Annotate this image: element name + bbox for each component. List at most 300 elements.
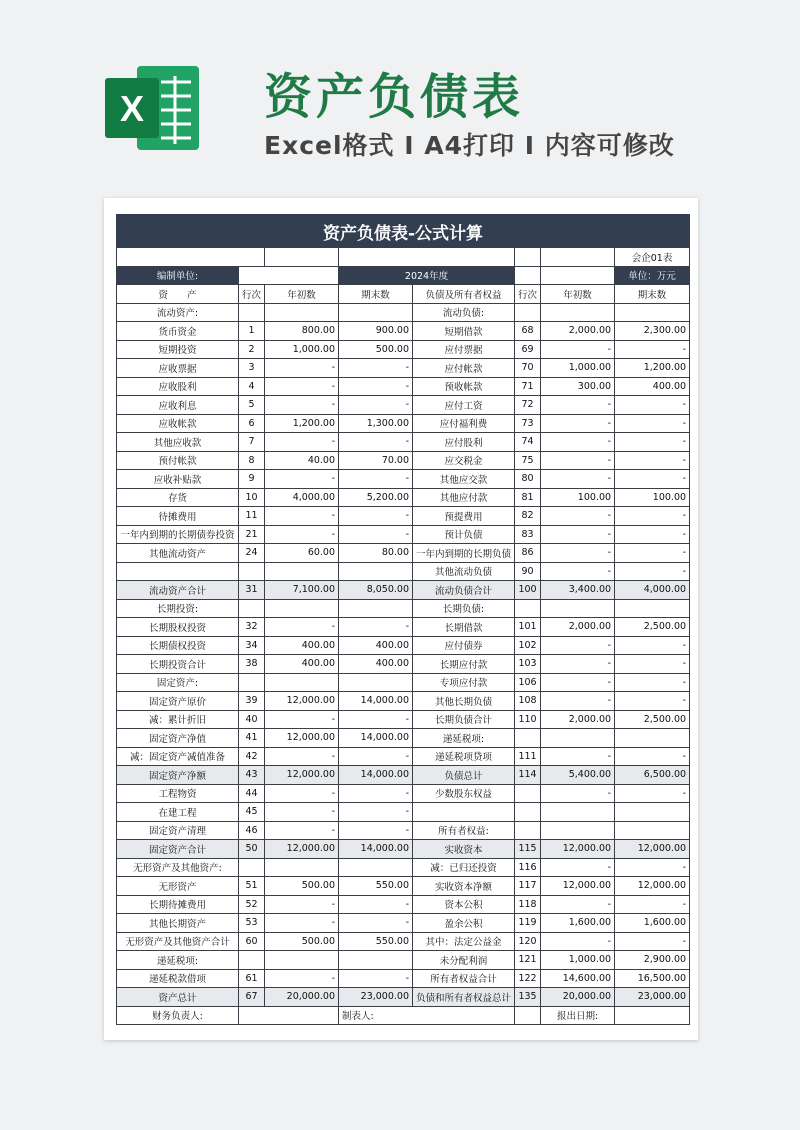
liability-name[interactable]: 其中：法定公益金: [413, 932, 515, 951]
liability-name[interactable]: 短期借款: [413, 322, 515, 341]
asset-name[interactable]: 长期投资合计: [117, 655, 239, 674]
asset-name[interactable]: 减：累计折旧: [117, 710, 239, 729]
liability-end[interactable]: -: [615, 544, 690, 563]
liability-end[interactable]: [615, 599, 690, 618]
asset-name[interactable]: [117, 562, 239, 581]
asset-line[interactable]: [239, 673, 265, 692]
asset-end[interactable]: -: [339, 470, 413, 489]
liability-line[interactable]: [515, 803, 541, 822]
asset-name[interactable]: 短期投资: [117, 340, 239, 359]
liability-name[interactable]: 长期应付款: [413, 655, 515, 674]
liability-begin[interactable]: 2,000.00: [541, 710, 615, 729]
liability-line[interactable]: 135: [515, 988, 541, 1007]
liability-line[interactable]: 72: [515, 396, 541, 415]
liability-end[interactable]: [615, 803, 690, 822]
liability-line[interactable]: 116: [515, 858, 541, 877]
liability-end[interactable]: -: [615, 433, 690, 452]
liability-line[interactable]: 102: [515, 636, 541, 655]
liability-begin[interactable]: -: [541, 673, 615, 692]
liability-name[interactable]: 应付工资: [413, 396, 515, 415]
asset-begin[interactable]: -: [265, 821, 339, 840]
liability-begin[interactable]: -: [541, 433, 615, 452]
asset-line[interactable]: 3: [239, 359, 265, 378]
liability-line[interactable]: [515, 821, 541, 840]
asset-end[interactable]: -: [339, 821, 413, 840]
liability-line[interactable]: 103: [515, 655, 541, 674]
liability-end[interactable]: 4,000.00: [615, 581, 690, 600]
liability-end[interactable]: 100.00: [615, 488, 690, 507]
liability-begin[interactable]: -: [541, 470, 615, 489]
asset-name[interactable]: 长期债权投资: [117, 636, 239, 655]
asset-name[interactable]: 固定资产合计: [117, 840, 239, 859]
asset-line[interactable]: 40: [239, 710, 265, 729]
asset-name[interactable]: 无形资产及其他资产:: [117, 858, 239, 877]
asset-begin[interactable]: 20,000.00: [265, 988, 339, 1007]
asset-name[interactable]: 应收利息: [117, 396, 239, 415]
liability-end[interactable]: -: [615, 507, 690, 526]
asset-begin[interactable]: 7,100.00: [265, 581, 339, 600]
asset-end[interactable]: -: [339, 359, 413, 378]
asset-line[interactable]: 39: [239, 692, 265, 711]
liability-end[interactable]: -: [615, 340, 690, 359]
asset-end[interactable]: [339, 858, 413, 877]
liability-line[interactable]: 70: [515, 359, 541, 378]
asset-begin[interactable]: -: [265, 618, 339, 637]
liability-end[interactable]: 1,200.00: [615, 359, 690, 378]
liability-name[interactable]: 未分配利润: [413, 951, 515, 970]
asset-begin[interactable]: [265, 562, 339, 581]
asset-line[interactable]: [239, 599, 265, 618]
liability-begin[interactable]: 14,600.00: [541, 969, 615, 988]
liability-line[interactable]: 119: [515, 914, 541, 933]
asset-end[interactable]: [339, 599, 413, 618]
liability-end[interactable]: -: [615, 895, 690, 914]
liability-name[interactable]: 应付股利: [413, 433, 515, 452]
liability-line[interactable]: 114: [515, 766, 541, 785]
asset-end[interactable]: -: [339, 784, 413, 803]
asset-line[interactable]: 67: [239, 988, 265, 1007]
liability-name[interactable]: 应付票据: [413, 340, 515, 359]
asset-line[interactable]: 11: [239, 507, 265, 526]
asset-begin[interactable]: -: [265, 710, 339, 729]
liability-begin[interactable]: -: [541, 340, 615, 359]
liability-line[interactable]: [515, 729, 541, 748]
asset-line[interactable]: 41: [239, 729, 265, 748]
asset-line[interactable]: 4: [239, 377, 265, 396]
asset-name[interactable]: 其他应收款: [117, 433, 239, 452]
asset-end[interactable]: 23,000.00: [339, 988, 413, 1007]
asset-begin[interactable]: 1,200.00: [265, 414, 339, 433]
report-date-value[interactable]: [615, 1006, 690, 1025]
liability-name[interactable]: 减：已归还投资: [413, 858, 515, 877]
asset-name[interactable]: 流动资产:: [117, 303, 239, 322]
liability-end[interactable]: [615, 303, 690, 322]
asset-line[interactable]: [239, 858, 265, 877]
liability-end[interactable]: [615, 821, 690, 840]
liability-begin[interactable]: 1,600.00: [541, 914, 615, 933]
asset-begin[interactable]: 500.00: [265, 932, 339, 951]
asset-end[interactable]: 8,050.00: [339, 581, 413, 600]
asset-end[interactable]: 550.00: [339, 932, 413, 951]
asset-begin[interactable]: 60.00: [265, 544, 339, 563]
liability-begin[interactable]: -: [541, 525, 615, 544]
liability-begin[interactable]: 5,400.00: [541, 766, 615, 785]
liability-name[interactable]: 应付帐款: [413, 359, 515, 378]
liability-name[interactable]: 专项应付款: [413, 673, 515, 692]
asset-name[interactable]: 固定资产清理: [117, 821, 239, 840]
liability-name[interactable]: 负债总计: [413, 766, 515, 785]
liability-name[interactable]: 预计负债: [413, 525, 515, 544]
asset-end[interactable]: -: [339, 396, 413, 415]
asset-line[interactable]: 1: [239, 322, 265, 341]
asset-name[interactable]: 减：固定资产减值准备: [117, 747, 239, 766]
asset-end[interactable]: -: [339, 895, 413, 914]
liability-line[interactable]: 106: [515, 673, 541, 692]
asset-begin[interactable]: 400.00: [265, 655, 339, 674]
liability-begin[interactable]: -: [541, 655, 615, 674]
liability-name[interactable]: 所有者权益:: [413, 821, 515, 840]
liability-name[interactable]: 长期负债合计: [413, 710, 515, 729]
liability-name[interactable]: 负债和所有者权益总计: [413, 988, 515, 1007]
asset-begin[interactable]: 800.00: [265, 322, 339, 341]
liability-name[interactable]: 应交税金: [413, 451, 515, 470]
liability-name[interactable]: 实收资本: [413, 840, 515, 859]
liability-begin[interactable]: [541, 821, 615, 840]
liability-end[interactable]: 2,300.00: [615, 322, 690, 341]
asset-begin[interactable]: [265, 599, 339, 618]
liability-begin[interactable]: -: [541, 895, 615, 914]
asset-line[interactable]: 10: [239, 488, 265, 507]
liability-begin[interactable]: -: [541, 544, 615, 563]
asset-begin[interactable]: -: [265, 914, 339, 933]
liability-name[interactable]: 应付债券: [413, 636, 515, 655]
liability-begin[interactable]: -: [541, 562, 615, 581]
asset-begin[interactable]: -: [265, 969, 339, 988]
asset-end[interactable]: 14,000.00: [339, 840, 413, 859]
liability-name[interactable]: 预收帐款: [413, 377, 515, 396]
liability-line[interactable]: 122: [515, 969, 541, 988]
liability-line[interactable]: 83: [515, 525, 541, 544]
liability-end[interactable]: 2,500.00: [615, 710, 690, 729]
liability-begin[interactable]: 100.00: [541, 488, 615, 507]
asset-begin[interactable]: -: [265, 525, 339, 544]
asset-name[interactable]: 应收帐款: [117, 414, 239, 433]
asset-end[interactable]: 14,000.00: [339, 729, 413, 748]
liability-end[interactable]: -: [615, 451, 690, 470]
liability-name[interactable]: 其他应交款: [413, 470, 515, 489]
liability-end[interactable]: -: [615, 414, 690, 433]
asset-begin[interactable]: 500.00: [265, 877, 339, 896]
liability-name[interactable]: 流动负债合计: [413, 581, 515, 600]
asset-begin[interactable]: 1,000.00: [265, 340, 339, 359]
liability-begin[interactable]: 300.00: [541, 377, 615, 396]
asset-name[interactable]: 一年内到期的长期债券投资: [117, 525, 239, 544]
liability-end[interactable]: -: [615, 784, 690, 803]
asset-name[interactable]: 存货: [117, 488, 239, 507]
liability-begin[interactable]: 1,000.00: [541, 951, 615, 970]
asset-line[interactable]: 2: [239, 340, 265, 359]
asset-name[interactable]: 待摊费用: [117, 507, 239, 526]
liability-name[interactable]: 一年内到期的长期负债: [413, 544, 515, 563]
asset-name[interactable]: 在建工程: [117, 803, 239, 822]
liability-line[interactable]: 68: [515, 322, 541, 341]
liability-line[interactable]: 120: [515, 932, 541, 951]
liability-end[interactable]: -: [615, 673, 690, 692]
liability-end[interactable]: -: [615, 562, 690, 581]
liability-line[interactable]: 108: [515, 692, 541, 711]
liability-end[interactable]: [615, 729, 690, 748]
liability-name[interactable]: 长期借款: [413, 618, 515, 637]
liability-begin[interactable]: -: [541, 932, 615, 951]
asset-begin[interactable]: 12,000.00: [265, 692, 339, 711]
asset-end[interactable]: -: [339, 507, 413, 526]
liability-begin[interactable]: [541, 599, 615, 618]
liability-line[interactable]: 80: [515, 470, 541, 489]
liability-name[interactable]: 盈余公积: [413, 914, 515, 933]
asset-begin[interactable]: 12,000.00: [265, 766, 339, 785]
asset-name[interactable]: 长期投资:: [117, 599, 239, 618]
liability-line[interactable]: 69: [515, 340, 541, 359]
preparer-value[interactable]: [515, 1006, 541, 1025]
liability-begin[interactable]: -: [541, 451, 615, 470]
liability-line[interactable]: 121: [515, 951, 541, 970]
liability-line[interactable]: [515, 599, 541, 618]
asset-name[interactable]: 预付帐款: [117, 451, 239, 470]
asset-line[interactable]: 51: [239, 877, 265, 896]
asset-end[interactable]: [339, 673, 413, 692]
liability-begin[interactable]: 12,000.00: [541, 840, 615, 859]
liability-end[interactable]: 6,500.00: [615, 766, 690, 785]
asset-line[interactable]: 6: [239, 414, 265, 433]
liability-end[interactable]: 12,000.00: [615, 840, 690, 859]
asset-begin[interactable]: -: [265, 803, 339, 822]
liability-begin[interactable]: -: [541, 396, 615, 415]
asset-name[interactable]: 应收补贴款: [117, 470, 239, 489]
liability-name[interactable]: 预提费用: [413, 507, 515, 526]
asset-end[interactable]: 550.00: [339, 877, 413, 896]
asset-begin[interactable]: [265, 951, 339, 970]
asset-name[interactable]: 固定资产净额: [117, 766, 239, 785]
liability-line[interactable]: 74: [515, 433, 541, 452]
asset-line[interactable]: 52: [239, 895, 265, 914]
asset-begin[interactable]: [265, 303, 339, 322]
liability-begin[interactable]: -: [541, 858, 615, 877]
finance-head-value[interactable]: [239, 1006, 339, 1025]
asset-begin[interactable]: 40.00: [265, 451, 339, 470]
liability-end[interactable]: 2,900.00: [615, 951, 690, 970]
liability-begin[interactable]: -: [541, 414, 615, 433]
asset-name[interactable]: 递延税款借项: [117, 969, 239, 988]
liability-line[interactable]: 81: [515, 488, 541, 507]
liability-name[interactable]: 实收资本净额: [413, 877, 515, 896]
asset-line[interactable]: 42: [239, 747, 265, 766]
asset-line[interactable]: [239, 562, 265, 581]
asset-line[interactable]: 5: [239, 396, 265, 415]
asset-line[interactable]: 50: [239, 840, 265, 859]
asset-name[interactable]: 递延税项:: [117, 951, 239, 970]
liability-name[interactable]: 其他流动负债: [413, 562, 515, 581]
asset-line[interactable]: 24: [239, 544, 265, 563]
asset-begin[interactable]: 4,000.00: [265, 488, 339, 507]
liability-line[interactable]: 90: [515, 562, 541, 581]
asset-name[interactable]: 无形资产: [117, 877, 239, 896]
liability-line[interactable]: 118: [515, 895, 541, 914]
asset-name[interactable]: 长期股权投资: [117, 618, 239, 637]
liability-begin[interactable]: 2,000.00: [541, 618, 615, 637]
liability-end[interactable]: 12,000.00: [615, 877, 690, 896]
liability-line[interactable]: [515, 303, 541, 322]
asset-line[interactable]: 53: [239, 914, 265, 933]
asset-end[interactable]: -: [339, 747, 413, 766]
asset-end[interactable]: [339, 951, 413, 970]
liability-begin[interactable]: 12,000.00: [541, 877, 615, 896]
asset-begin[interactable]: 12,000.00: [265, 729, 339, 748]
liability-name[interactable]: 流动负债:: [413, 303, 515, 322]
liability-begin[interactable]: [541, 803, 615, 822]
asset-end[interactable]: [339, 562, 413, 581]
asset-end[interactable]: -: [339, 377, 413, 396]
asset-begin[interactable]: -: [265, 747, 339, 766]
liability-end[interactable]: -: [615, 396, 690, 415]
liability-line[interactable]: 100: [515, 581, 541, 600]
asset-name[interactable]: 流动资产合计: [117, 581, 239, 600]
liability-begin[interactable]: 1,000.00: [541, 359, 615, 378]
asset-begin[interactable]: -: [265, 470, 339, 489]
liability-line[interactable]: 117: [515, 877, 541, 896]
liability-line[interactable]: 75: [515, 451, 541, 470]
asset-end[interactable]: -: [339, 618, 413, 637]
liability-end[interactable]: 2,500.00: [615, 618, 690, 637]
asset-end[interactable]: -: [339, 969, 413, 988]
unit-value[interactable]: [239, 266, 339, 285]
liability-name[interactable]: 其他长期负债: [413, 692, 515, 711]
asset-name[interactable]: 其他流动资产: [117, 544, 239, 563]
asset-end[interactable]: 400.00: [339, 636, 413, 655]
asset-end[interactable]: 500.00: [339, 340, 413, 359]
asset-end[interactable]: -: [339, 525, 413, 544]
asset-end[interactable]: -: [339, 914, 413, 933]
asset-line[interactable]: 46: [239, 821, 265, 840]
asset-end[interactable]: [339, 303, 413, 322]
liability-begin[interactable]: 20,000.00: [541, 988, 615, 1007]
liability-begin[interactable]: -: [541, 636, 615, 655]
liability-end[interactable]: 400.00: [615, 377, 690, 396]
asset-end[interactable]: -: [339, 433, 413, 452]
liability-begin[interactable]: -: [541, 692, 615, 711]
liability-end[interactable]: 23,000.00: [615, 988, 690, 1007]
asset-end[interactable]: 14,000.00: [339, 766, 413, 785]
liability-end[interactable]: -: [615, 655, 690, 674]
liability-name[interactable]: 递延税项贷项: [413, 747, 515, 766]
asset-name[interactable]: 其他长期资产: [117, 914, 239, 933]
asset-begin[interactable]: [265, 673, 339, 692]
liability-name[interactable]: [413, 803, 515, 822]
liability-end[interactable]: -: [615, 636, 690, 655]
liability-end[interactable]: -: [615, 470, 690, 489]
asset-name[interactable]: 应收票据: [117, 359, 239, 378]
asset-begin[interactable]: -: [265, 507, 339, 526]
asset-begin[interactable]: -: [265, 433, 339, 452]
liability-begin[interactable]: [541, 303, 615, 322]
asset-line[interactable]: 8: [239, 451, 265, 470]
liability-end[interactable]: 1,600.00: [615, 914, 690, 933]
asset-end[interactable]: 70.00: [339, 451, 413, 470]
liability-end[interactable]: 16,500.00: [615, 969, 690, 988]
liability-begin[interactable]: [541, 729, 615, 748]
liability-end[interactable]: -: [615, 692, 690, 711]
asset-line[interactable]: 38: [239, 655, 265, 674]
liability-end[interactable]: -: [615, 858, 690, 877]
liability-line[interactable]: 71: [515, 377, 541, 396]
asset-line[interactable]: 43: [239, 766, 265, 785]
asset-begin[interactable]: -: [265, 784, 339, 803]
asset-line[interactable]: 60: [239, 932, 265, 951]
liability-line[interactable]: 110: [515, 710, 541, 729]
liability-begin[interactable]: 2,000.00: [541, 322, 615, 341]
liability-name[interactable]: 所有者权益合计: [413, 969, 515, 988]
asset-name[interactable]: 固定资产净值: [117, 729, 239, 748]
liability-line[interactable]: 101: [515, 618, 541, 637]
liability-name[interactable]: 长期负债:: [413, 599, 515, 618]
asset-end[interactable]: 14,000.00: [339, 692, 413, 711]
asset-line[interactable]: 31: [239, 581, 265, 600]
asset-name[interactable]: 固定资产:: [117, 673, 239, 692]
liability-end[interactable]: -: [615, 932, 690, 951]
liability-line[interactable]: [515, 784, 541, 803]
asset-begin[interactable]: 400.00: [265, 636, 339, 655]
asset-name[interactable]: 固定资产原价: [117, 692, 239, 711]
asset-end[interactable]: 5,200.00: [339, 488, 413, 507]
asset-line[interactable]: 21: [239, 525, 265, 544]
asset-name[interactable]: 应收股利: [117, 377, 239, 396]
liability-line[interactable]: 82: [515, 507, 541, 526]
asset-end[interactable]: -: [339, 710, 413, 729]
liability-begin[interactable]: 3,400.00: [541, 581, 615, 600]
asset-name[interactable]: 工程物资: [117, 784, 239, 803]
liability-begin[interactable]: -: [541, 747, 615, 766]
asset-begin[interactable]: -: [265, 396, 339, 415]
liability-line[interactable]: 115: [515, 840, 541, 859]
liability-line[interactable]: 73: [515, 414, 541, 433]
liability-name[interactable]: 应付福利费: [413, 414, 515, 433]
asset-name[interactable]: 长期待摊费用: [117, 895, 239, 914]
liability-end[interactable]: -: [615, 747, 690, 766]
asset-end[interactable]: -: [339, 803, 413, 822]
asset-name[interactable]: 货币资金: [117, 322, 239, 341]
liability-line[interactable]: 86: [515, 544, 541, 563]
asset-begin[interactable]: -: [265, 377, 339, 396]
asset-begin[interactable]: [265, 858, 339, 877]
asset-line[interactable]: [239, 303, 265, 322]
asset-line[interactable]: 34: [239, 636, 265, 655]
asset-begin[interactable]: 12,000.00: [265, 840, 339, 859]
asset-line[interactable]: 9: [239, 470, 265, 489]
asset-end[interactable]: 900.00: [339, 322, 413, 341]
liability-name[interactable]: 资本公积: [413, 895, 515, 914]
asset-begin[interactable]: -: [265, 895, 339, 914]
asset-name[interactable]: 资产总计: [117, 988, 239, 1007]
liability-line[interactable]: 111: [515, 747, 541, 766]
liability-name[interactable]: 其他应付款: [413, 488, 515, 507]
liability-begin[interactable]: -: [541, 784, 615, 803]
asset-line[interactable]: 7: [239, 433, 265, 452]
liability-begin[interactable]: -: [541, 507, 615, 526]
asset-line[interactable]: 32: [239, 618, 265, 637]
asset-name[interactable]: 无形资产及其他资产合计: [117, 932, 239, 951]
asset-end[interactable]: 400.00: [339, 655, 413, 674]
asset-line[interactable]: 44: [239, 784, 265, 803]
asset-line[interactable]: 61: [239, 969, 265, 988]
